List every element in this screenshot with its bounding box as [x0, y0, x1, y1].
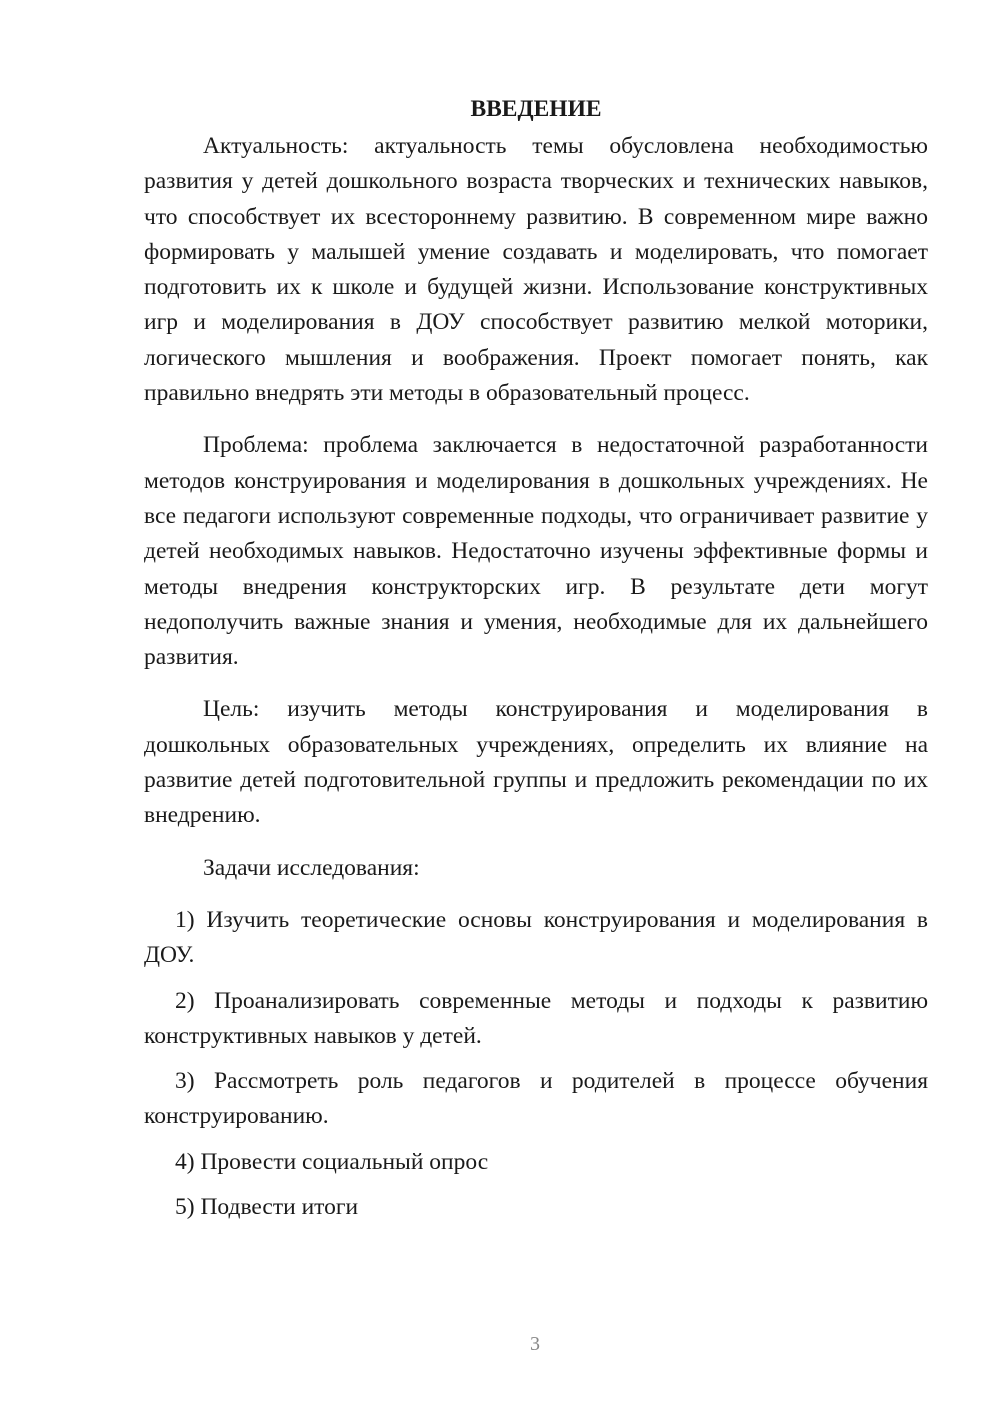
- task-item-3: 3) Рассмотреть роль педагогов и родителей в процессе обучения конструированию.: [144, 1068, 928, 1130]
- paragraph-goal: Цель: изучить методы конструирования и моделирования в дошкольных образовательных учреждениях, определить их влияние на развитие детей подготовительной группы и предложить рекомендации по их внедрению.: [144, 696, 928, 829]
- tasks-heading: Задачи исследования:: [203, 854, 420, 881]
- task-item-5: 5) Подвести итоги: [175, 1194, 359, 1221]
- section-title: ВВЕДЕНИЕ: [470, 96, 602, 122]
- paragraph-relevance: Актуальность: актуальность темы обусловлена необходимостью развития у детей дошкольного возраста творческих и технических навыков, что способствует их всестороннему развитию. В современном мире важно формировать у малышей умение создавать и моделировать, что помогает подготовить их к школе и будущей жизни. Использование конструктивных игр и моделирования в ДОУ способствует развитию мелкой моторики, логического мышления и воображения. Проект помогает понять, как правильно внедрять эти методы в образовательный процесс.: [144, 133, 928, 407]
- paragraph-problem: Проблема: проблема заключается в недостаточной разработанности методов конструирования и моделирования в дошкольных учреждениях. Не все педагоги используют современные подходы, что ограничивает развитие у детей необходимых навыков. Недостаточно изучены эффективные формы и методы внедрения конструкторских игр. В результате дети могут недополучить важные знания и умения, необходимые для их дальнейшего развития.: [144, 432, 928, 671]
- page-number: 3: [530, 1333, 540, 1355]
- task-item-1: 1) Изучить теоретические основы конструирования и моделирования в ДОУ.: [144, 906, 928, 969]
- page-content: [144, 92, 928, 1235]
- task-item-2: 2) Проанализировать современные методы и подходы к развитию конструктивных навыков у детей.: [144, 987, 928, 1049]
- task-item-4: 4) Провести социальный опрос: [175, 1148, 489, 1175]
